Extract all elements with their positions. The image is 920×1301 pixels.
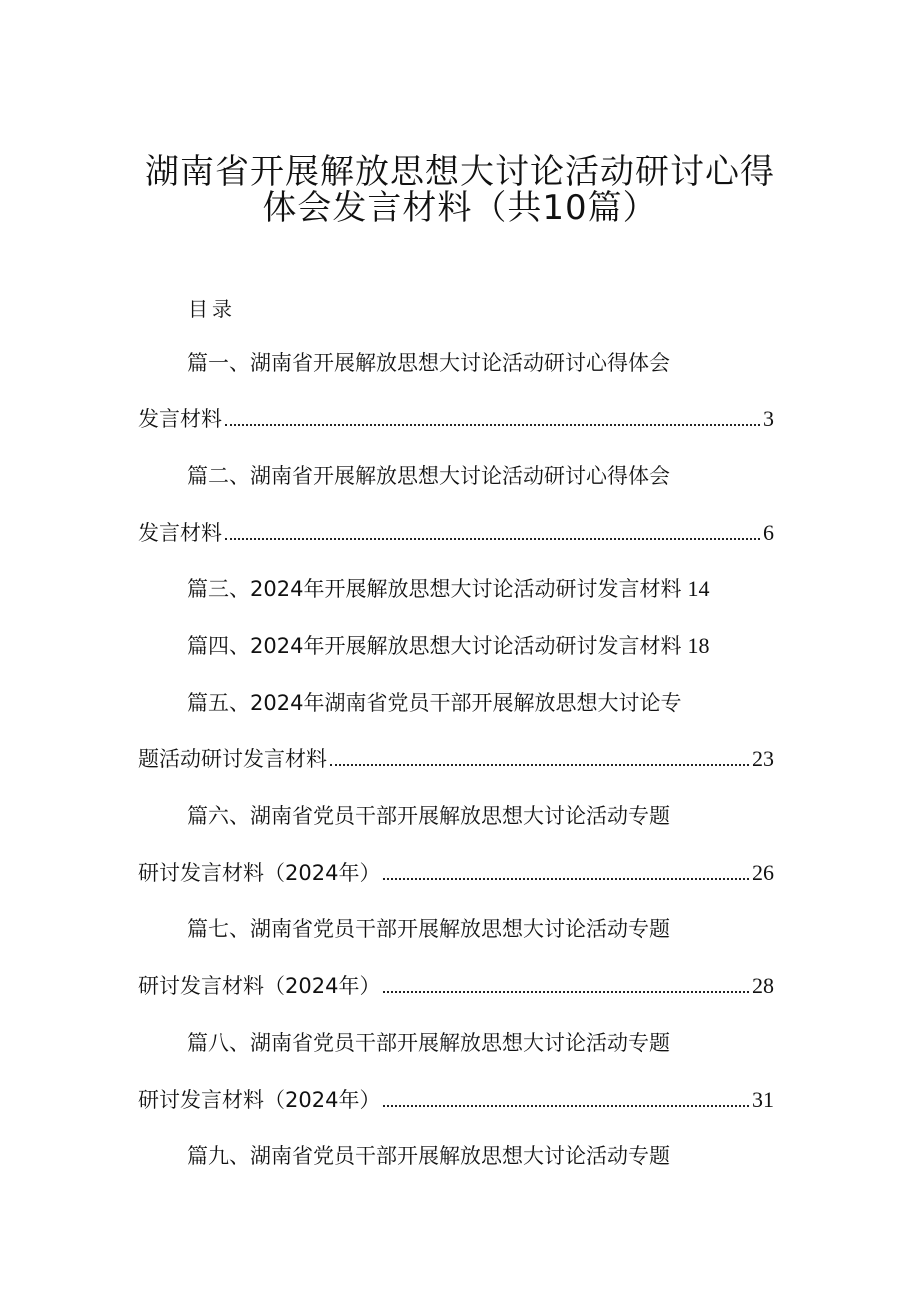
toc-page-number: 31: [752, 1087, 774, 1112]
document-title-line-1: 湖南省开展解放思想大讨论活动研讨心得: [145, 152, 775, 192]
toc-dot-leader: [383, 878, 749, 880]
toc-entry-2-continuation[interactable]: [138, 518, 774, 548]
toc-entry-text: 研讨发言材料（2024年）: [138, 861, 381, 885]
toc-entry-text: 题活动研讨发言材料: [138, 747, 327, 771]
toc-entry-text: 发言材料: [138, 407, 222, 431]
toc-page-number: 26: [752, 860, 774, 885]
toc-dot-leader: [225, 424, 760, 426]
toc-entry-8-continuation[interactable]: [138, 1085, 774, 1115]
toc-entry-1-title[interactable]: 篇一、湖南省开展解放思想大讨论活动研讨心得体会: [187, 351, 670, 375]
toc-entry-7-continuation[interactable]: [138, 971, 774, 1001]
toc-entry-7-title[interactable]: 篇七、湖南省党员干部开展解放思想大讨论活动专题: [187, 917, 670, 941]
toc-entry-6-title[interactable]: 篇六、湖南省党员干部开展解放思想大讨论活动专题: [187, 804, 670, 828]
toc-dot-leader: [225, 538, 760, 540]
document-title-line-2: 体会发言材料（共10篇）: [262, 188, 658, 228]
toc-entry-text: 篇三、2024年开展解放思想大讨论活动研讨发言材料: [187, 577, 682, 601]
toc-entry-5-continuation[interactable]: [138, 744, 774, 774]
toc-page-number: 18: [687, 633, 710, 658]
toc-entry-6-continuation[interactable]: [138, 858, 774, 888]
toc-page-number: 14: [687, 576, 710, 601]
toc-entry-8-title[interactable]: 篇八、湖南省党员干部开展解放思想大讨论活动专题: [187, 1031, 670, 1055]
toc-page-number: 28: [752, 973, 774, 998]
toc-entry-1-continuation[interactable]: [138, 404, 774, 434]
toc-heading: 目录: [188, 297, 236, 321]
toc-entry-4[interactable]: [187, 631, 780, 661]
toc-entry-text: 篇四、2024年开展解放思想大讨论活动研讨发言材料: [187, 634, 682, 658]
toc-page-number: 3: [763, 406, 774, 431]
toc-dot-leader: [383, 1105, 749, 1107]
toc-entry-3[interactable]: [187, 574, 780, 604]
toc-entry-text: 发言材料: [138, 521, 222, 545]
toc-entry-2-title[interactable]: 篇二、湖南省开展解放思想大讨论活动研讨心得体会: [187, 464, 670, 488]
toc-entry-5-title[interactable]: 篇五、2024年湖南省党员干部开展解放思想大讨论专: [187, 691, 682, 715]
toc-page-number: 6: [763, 520, 774, 545]
toc-dot-leader: [383, 991, 749, 993]
toc-entry-9-title[interactable]: 篇九、湖南省党员干部开展解放思想大讨论活动专题: [187, 1144, 670, 1168]
toc-dot-leader: [330, 764, 749, 766]
toc-entry-text: 研讨发言材料（2024年）: [138, 974, 381, 998]
toc-entry-text: 研讨发言材料（2024年）: [138, 1088, 381, 1112]
toc-page-number: 23: [752, 746, 774, 771]
